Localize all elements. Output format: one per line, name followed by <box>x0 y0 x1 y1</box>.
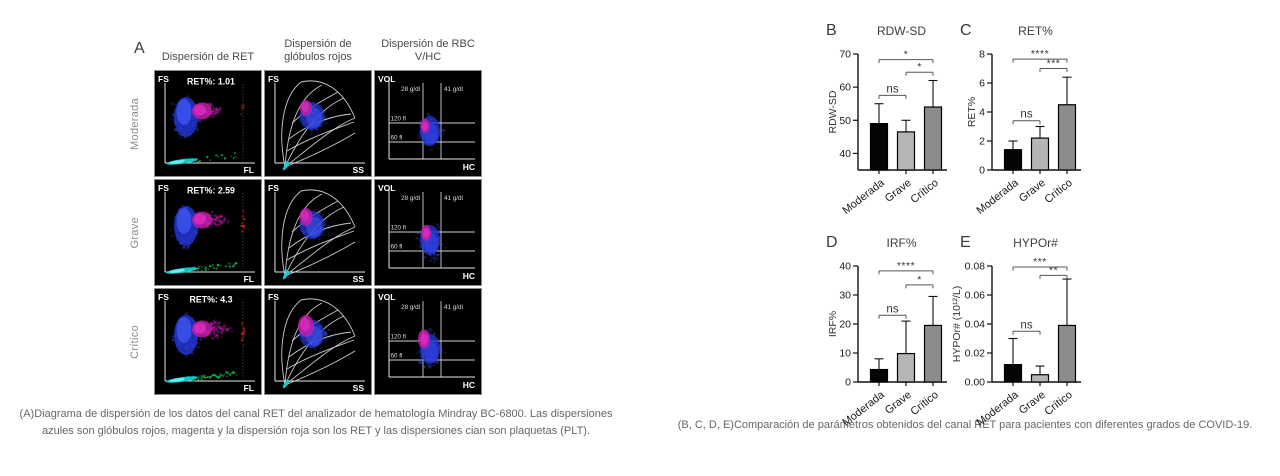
figure-caption-bcde: (B, C, D, E)Comparación de parámetros obtenidos del canal RET para pacientes con diferentes grados de COVID-19. <box>677 419 1253 431</box>
svg-text:60 fl: 60 fl <box>390 243 403 251</box>
svg-text:41 g/dl: 41 g/dl <box>444 86 463 93</box>
bar-chart-e <box>940 214 1085 426</box>
x-label: Grave <box>882 176 914 205</box>
svg-text:FS: FS <box>158 183 169 193</box>
svg-text:60 fl: 60 fl <box>390 134 403 142</box>
panel-letter: B <box>826 22 837 39</box>
significance-label: * <box>917 61 922 74</box>
y-axis-label: HYPOr# (10¹²/L) <box>951 285 963 363</box>
x-label: Crítico <box>1042 176 1075 206</box>
scatter-rbc-grave <box>264 179 372 286</box>
svg-text:0.06: 0.06 <box>964 289 985 302</box>
chart-title: IRF% <box>886 236 917 250</box>
svg-text:60 fl: 60 fl <box>390 352 403 360</box>
panel-letter: C <box>960 22 972 39</box>
svg-text:FS: FS <box>158 74 169 84</box>
svg-text:RET%: 2.59: RET%: 2.59 <box>187 185 235 196</box>
bar-grave <box>898 132 915 170</box>
svg-text:FL: FL <box>243 383 254 393</box>
svg-text:0.02: 0.02 <box>964 347 985 360</box>
panel-a <box>118 36 482 395</box>
scatter-rbc-moderada <box>264 70 372 177</box>
column-title-ret: Dispersión de RET <box>161 51 255 64</box>
row-label-moderada: Moderada <box>129 97 141 150</box>
svg-text:VOL: VOL <box>378 74 396 84</box>
bar-grave <box>1032 375 1049 382</box>
row-label-critico: Crítico <box>129 324 141 359</box>
svg-text:RET%: 4.3: RET%: 4.3 <box>189 294 233 305</box>
x-label: Grave <box>1016 388 1048 417</box>
bar-chart-b <box>806 2 951 214</box>
scatter-ret-grave <box>154 179 262 286</box>
bar-chart-C-svg <box>940 2 1085 214</box>
svg-text:120 fl: 120 fl <box>390 224 406 232</box>
svg-text:SS: SS <box>352 274 364 284</box>
scatter-ret-moderada <box>154 70 262 177</box>
svg-text:60: 60 <box>839 81 851 94</box>
scatter-ret-critico <box>154 288 262 395</box>
panel-a-letter: A <box>134 40 145 57</box>
svg-text:FS: FS <box>158 292 169 302</box>
significance-label: * <box>903 48 909 61</box>
scatter-rbc-critico <box>264 288 372 395</box>
bar-crítico <box>925 107 942 170</box>
bar-chart-d <box>806 214 951 426</box>
svg-text:SS: SS <box>352 383 364 393</box>
svg-text:4: 4 <box>979 106 985 119</box>
bar-chart-B-svg <box>806 2 951 214</box>
significance-label: ** <box>1048 264 1059 277</box>
svg-text:2: 2 <box>979 135 985 148</box>
bar-grave <box>1032 138 1049 170</box>
svg-text:50: 50 <box>839 114 851 127</box>
scatter-vhc-critico <box>374 288 482 395</box>
svg-text:40: 40 <box>839 260 851 273</box>
significance-label: ns <box>886 83 899 96</box>
x-label: Crítico <box>908 388 941 418</box>
bar-moderada <box>871 370 888 382</box>
chart-title: HYPOr# <box>1013 236 1058 250</box>
svg-text:0: 0 <box>845 376 851 389</box>
svg-text:0.04: 0.04 <box>964 318 985 331</box>
svg-text:VOL: VOL <box>378 292 396 302</box>
bar-moderada <box>871 124 888 170</box>
svg-text:28 g/dl: 28 g/dl <box>401 304 420 311</box>
svg-text:0.08: 0.08 <box>964 260 985 273</box>
svg-text:FS: FS <box>268 74 279 84</box>
column-title-vhc: Dispersión de RBC V/HC <box>381 37 475 64</box>
x-label: Crítico <box>908 176 941 206</box>
svg-text:HC: HC <box>462 162 475 172</box>
chart-title: RDW-SD <box>876 24 927 38</box>
panel-letter: E <box>960 234 971 251</box>
x-label: Grave <box>882 388 914 417</box>
bar-crítico <box>1059 105 1076 170</box>
svg-text:120 fl: 120 fl <box>390 115 406 123</box>
svg-text:FS: FS <box>268 292 279 302</box>
svg-text:HC: HC <box>462 380 475 390</box>
svg-text:HC: HC <box>462 271 475 281</box>
y-axis-label: IRF% <box>827 310 839 338</box>
x-label: Moderada <box>974 388 1021 426</box>
svg-text:28 g/dl: 28 g/dl <box>401 195 420 202</box>
significance-label: **** <box>1030 48 1050 61</box>
bar-moderada <box>1005 365 1022 382</box>
significance-label: **** <box>896 259 916 272</box>
significance-label: *** <box>1046 57 1061 70</box>
bar-chart-D-svg <box>806 214 951 426</box>
significance-label: ns <box>886 303 899 316</box>
svg-text:RET%: 1.01: RET%: 1.01 <box>187 76 235 87</box>
svg-text:70: 70 <box>839 48 851 61</box>
svg-text:0: 0 <box>979 164 985 177</box>
bar-moderada <box>1005 150 1022 170</box>
column-title-rbc: Dispersión de glóbulos rojos <box>284 37 352 64</box>
svg-text:120 fl: 120 fl <box>390 333 406 341</box>
svg-text:0.00: 0.00 <box>964 376 985 389</box>
bar-crítico <box>1059 325 1076 382</box>
row-label-grave: Grave <box>129 216 141 249</box>
bar-chart-E-svg <box>940 214 1085 426</box>
svg-text:FL: FL <box>243 165 254 175</box>
svg-text:40: 40 <box>839 147 851 160</box>
bar-grave <box>898 354 915 382</box>
chart-title: RET% <box>1018 24 1053 38</box>
significance-label: ns <box>1020 319 1033 332</box>
svg-text:FS: FS <box>268 183 279 193</box>
svg-text:41 g/dl: 41 g/dl <box>444 195 463 202</box>
significance-label: ns <box>1020 108 1033 121</box>
x-label: Moderada <box>974 176 1021 214</box>
panel-letter: D <box>826 234 838 251</box>
svg-text:20: 20 <box>839 318 851 331</box>
x-label: Moderada <box>840 176 887 214</box>
svg-text:28 g/dl: 28 g/dl <box>401 86 420 93</box>
svg-text:8: 8 <box>979 48 985 61</box>
figure-caption-a: (A)Diagrama de dispersión de los datos del canal RET del analizador de hematología Mindray BC-6800. Las dispersiones azules son glóbulos rojos, magenta y la dispersión roja son los RET y las dispersiones cian son plaquetas (PLT). <box>19 408 613 438</box>
svg-text:SS: SS <box>352 165 364 175</box>
svg-text:VOL: VOL <box>378 183 396 193</box>
scatter-vhc-moderada <box>374 70 482 177</box>
panel-a-grid <box>118 36 482 395</box>
x-label: Moderada <box>840 388 887 426</box>
y-axis-label: RET% <box>966 96 978 128</box>
bar-crítico <box>925 325 942 382</box>
svg-text:6: 6 <box>979 77 985 90</box>
y-axis-label: RDW-SD <box>827 90 839 134</box>
x-label: Crítico <box>1042 388 1075 418</box>
svg-text:30: 30 <box>839 289 851 302</box>
significance-label: *** <box>1033 256 1047 269</box>
svg-text:10: 10 <box>839 347 851 360</box>
svg-text:FL: FL <box>243 274 254 284</box>
significance-label: * <box>917 273 922 286</box>
x-label: Grave <box>1016 176 1048 205</box>
scatter-vhc-grave <box>374 179 482 286</box>
bar-chart-c <box>940 2 1085 214</box>
svg-text:41 g/dl: 41 g/dl <box>444 304 463 311</box>
